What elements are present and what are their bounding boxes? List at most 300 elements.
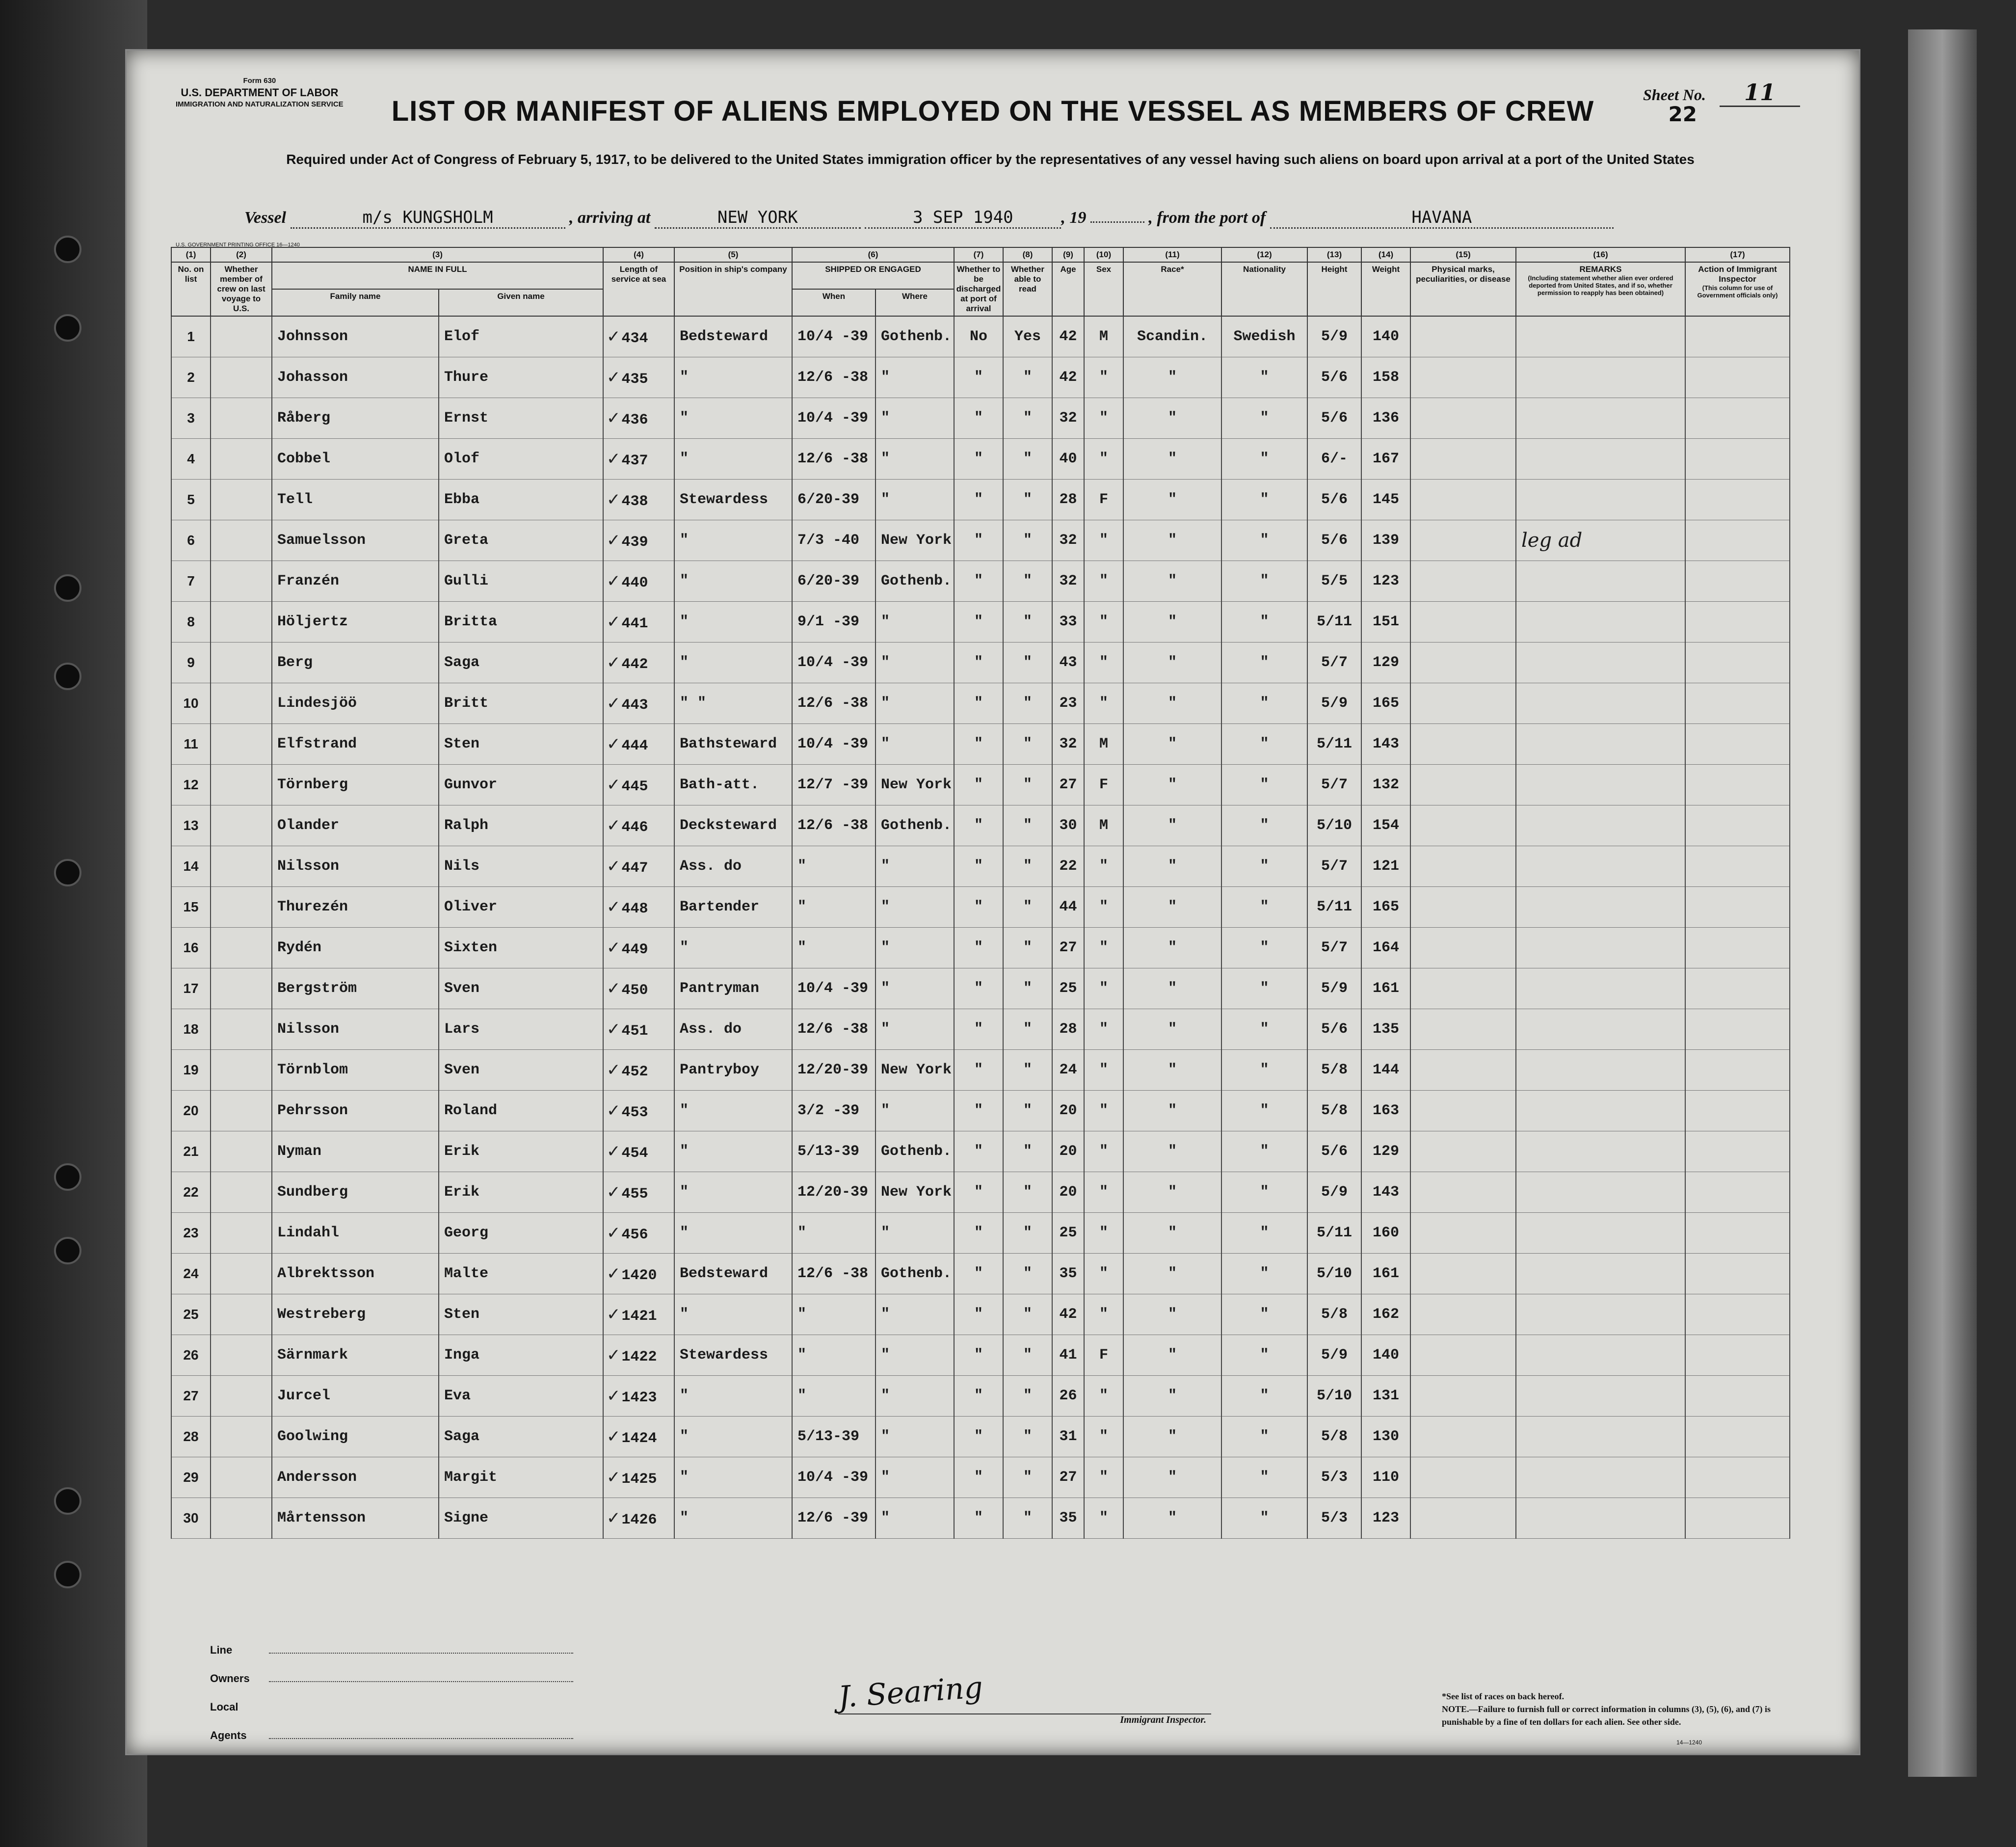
given-value: Roland — [444, 1102, 498, 1119]
cell-last — [211, 602, 272, 642]
cell-weight — [1361, 1131, 1410, 1172]
cell-no — [171, 1050, 211, 1091]
table-row — [171, 1050, 1790, 1091]
table-row — [171, 439, 1790, 480]
no-value: 24 — [183, 1266, 199, 1281]
cell-weight — [1361, 1254, 1410, 1294]
cell-when — [792, 561, 875, 602]
cell-when — [792, 1417, 875, 1457]
cell-age — [1052, 642, 1084, 683]
table-row — [171, 1131, 1790, 1172]
cell-read — [1003, 316, 1052, 357]
cell-race — [1123, 968, 1221, 1009]
race-value: " — [1167, 1428, 1177, 1445]
cell-read — [1003, 642, 1052, 683]
cell-last — [211, 765, 272, 805]
cell-nationality — [1221, 357, 1307, 398]
cell-position — [674, 316, 792, 357]
sheet-label: Sheet No. — [1643, 86, 1706, 104]
family-value: Samuelsson — [277, 532, 366, 549]
cell-race — [1123, 1498, 1221, 1539]
cell-action — [1685, 1213, 1790, 1254]
no-value: 20 — [183, 1103, 199, 1118]
read-value: " — [1023, 899, 1032, 915]
table-row — [171, 1294, 1790, 1335]
cell-service — [603, 520, 674, 561]
cell-action — [1685, 1254, 1790, 1294]
given-value: Saga — [444, 1428, 480, 1445]
weight-value: 140 — [1372, 328, 1399, 345]
family-value: Thurezén — [277, 899, 348, 915]
where-value: " — [881, 695, 890, 712]
height-value: 5/6 — [1321, 491, 1348, 508]
cell-nationality — [1221, 1213, 1307, 1254]
height-value: 5/11 — [1316, 899, 1352, 915]
cell-height — [1307, 724, 1361, 765]
age-value: 44 — [1059, 899, 1077, 915]
given-value: Sven — [444, 1062, 480, 1078]
cell-remarks — [1516, 1172, 1685, 1213]
where-value: " — [881, 980, 890, 997]
when-value: 10/4 -39 — [797, 654, 869, 671]
cell-read — [1003, 1009, 1052, 1050]
cell-last — [211, 1498, 272, 1539]
height-value: 5/3 — [1321, 1469, 1348, 1486]
col-7-num: (7) — [954, 247, 1003, 262]
family-value: Höljertz — [277, 614, 348, 630]
year-label: 19 — [1069, 209, 1087, 227]
no-value: 19 — [183, 1062, 199, 1077]
position-value: Decksteward — [680, 817, 777, 834]
cell-when — [792, 928, 875, 968]
height-value: 6/- — [1321, 451, 1348, 467]
position-value: " " — [680, 695, 707, 712]
cell-marks — [1410, 1254, 1516, 1294]
position-value: " — [680, 532, 689, 549]
cell-where — [875, 1335, 954, 1376]
cell-height — [1307, 1131, 1361, 1172]
cell-service — [603, 805, 674, 846]
cell-race — [1123, 1376, 1221, 1417]
cell-position — [674, 1498, 792, 1539]
when-value: 10/4 -39 — [797, 1469, 869, 1486]
cell-given — [439, 968, 603, 1009]
where-value: " — [881, 1306, 890, 1323]
given-value: Britta — [444, 614, 498, 630]
cell-when — [792, 602, 875, 642]
read-value: " — [1023, 858, 1032, 875]
cell-last — [211, 1131, 272, 1172]
cell-marks — [1410, 1335, 1516, 1376]
cell-where — [875, 480, 954, 520]
cell-race — [1123, 1417, 1221, 1457]
cell-discharged — [954, 1131, 1003, 1172]
crew-rows — [171, 316, 1790, 1539]
cell-marks — [1410, 1417, 1516, 1457]
cell-marks — [1410, 1009, 1516, 1050]
read-value: " — [1023, 1225, 1032, 1241]
cell-no — [171, 1131, 211, 1172]
read-value: " — [1023, 410, 1032, 427]
cell-height — [1307, 602, 1361, 642]
col-8-num: (8) — [1003, 247, 1052, 262]
checkmark-icon: ✓ — [607, 1141, 621, 1161]
read-value: " — [1023, 776, 1032, 793]
cell-weight — [1361, 846, 1410, 887]
cell-age — [1052, 357, 1084, 398]
position-value: " — [680, 1306, 689, 1323]
nationality-value: " — [1260, 1062, 1269, 1078]
when-value: 12/6 -38 — [797, 817, 869, 834]
nationality-value: " — [1260, 980, 1269, 997]
age-value: 27 — [1059, 776, 1077, 793]
punch-hole — [54, 859, 81, 886]
agents-label: Local Agents — [210, 1701, 247, 1741]
cell-sex — [1084, 642, 1123, 683]
race-value: " — [1167, 899, 1177, 915]
family-value: Berg — [277, 654, 313, 671]
cell-nationality — [1221, 1009, 1307, 1050]
cell-weight — [1361, 1213, 1410, 1254]
col-1-num: (1) — [171, 247, 211, 262]
read-value: " — [1023, 573, 1032, 589]
cell-read — [1003, 805, 1052, 846]
weight-value: 151 — [1372, 614, 1399, 630]
given-value: Inga — [444, 1347, 480, 1364]
weight-value: 165 — [1372, 899, 1399, 915]
sex-value: " — [1099, 1388, 1108, 1404]
cell-where — [875, 683, 954, 724]
col-marks-header: Physical marks, peculiarities, or disease — [1410, 262, 1516, 316]
no-value: 3 — [187, 410, 195, 426]
cell-discharged — [954, 561, 1003, 602]
position-value: Ass. do — [680, 1021, 742, 1038]
cell-age — [1052, 805, 1084, 846]
position-value: " — [680, 1388, 689, 1404]
cell-race — [1123, 316, 1221, 357]
cell-service — [603, 887, 674, 928]
cell-height — [1307, 1050, 1361, 1091]
action-title: Action of Immigrant Inspector — [1698, 265, 1777, 284]
where-value: Gothenb. — [881, 328, 952, 345]
cell-height — [1307, 520, 1361, 561]
col-6-num: (6) — [792, 247, 954, 262]
cell-position — [674, 1335, 792, 1376]
cell-discharged — [954, 480, 1003, 520]
family-value: Jurcel — [277, 1388, 331, 1404]
cell-sex — [1084, 887, 1123, 928]
cell-service — [603, 480, 674, 520]
age-value: 22 — [1059, 858, 1077, 875]
race-value: Scandin. — [1137, 328, 1208, 345]
cell-read — [1003, 1091, 1052, 1131]
height-value: 5/9 — [1321, 695, 1348, 712]
cell-service — [603, 357, 674, 398]
family-value: Mårtensson — [277, 1510, 366, 1526]
position-value: " — [680, 451, 689, 467]
cell-race — [1123, 846, 1221, 887]
table-row — [171, 642, 1790, 683]
when-value: " — [797, 939, 807, 956]
arrival-date: 3 SEP 1940 — [865, 208, 1061, 229]
table-row — [171, 846, 1790, 887]
cell-discharged — [954, 1457, 1003, 1498]
where-value: " — [881, 1510, 890, 1526]
cell-when — [792, 1091, 875, 1131]
races-note: *See list of races on back hereof. — [1442, 1691, 1565, 1701]
cell-nationality — [1221, 724, 1307, 765]
position-value: Stewardess — [680, 1347, 769, 1364]
col-2-num: (2) — [211, 247, 272, 262]
cell-age — [1052, 1376, 1084, 1417]
cell-remarks — [1516, 1294, 1685, 1335]
cell-height — [1307, 357, 1361, 398]
position-value: " — [680, 1510, 689, 1526]
where-value: " — [881, 1428, 890, 1445]
cell-service — [603, 928, 674, 968]
when-value: 12/6 -38 — [797, 695, 869, 712]
cell-service — [603, 1335, 674, 1376]
when-value: " — [797, 899, 807, 915]
cell-discharged — [954, 968, 1003, 1009]
page-title: LIST OR MANIFEST OF ALIENS EMPLOYED ON THE VESSEL AS MEMBERS OF CREW — [391, 95, 1594, 127]
inspector-signature-block — [837, 1670, 1231, 1726]
cell-given — [439, 561, 603, 602]
family-value: Råberg — [277, 410, 331, 427]
form-code: 14—1240 — [1676, 1739, 1702, 1746]
service-value: 438 — [621, 493, 648, 510]
cell-when — [792, 1294, 875, 1335]
cell-sex — [1084, 1050, 1123, 1091]
cell-last — [211, 1376, 272, 1417]
cell-when — [792, 765, 875, 805]
cell-no — [171, 357, 211, 398]
cell-family — [272, 683, 439, 724]
given-value: Gunvor — [444, 776, 498, 793]
discharged-value: " — [974, 1021, 983, 1038]
cell-no — [171, 1172, 211, 1213]
cell-family — [272, 724, 439, 765]
service-value: 450 — [621, 982, 648, 999]
cell-given — [439, 398, 603, 439]
age-value: 24 — [1059, 1062, 1077, 1078]
cell-where — [875, 1498, 954, 1539]
age-value: 42 — [1059, 328, 1077, 345]
cell-remarks — [1516, 561, 1685, 602]
no-value: 10 — [183, 696, 199, 711]
sex-value: F — [1099, 491, 1108, 508]
cell-age — [1052, 765, 1084, 805]
cell-where — [875, 316, 954, 357]
cell-race — [1123, 1254, 1221, 1294]
discharged-value: " — [974, 899, 983, 915]
cell-height — [1307, 1335, 1361, 1376]
cell-weight — [1361, 1498, 1410, 1539]
race-value: " — [1167, 1347, 1177, 1364]
discharged-value: " — [974, 817, 983, 834]
where-value: " — [881, 736, 890, 752]
cell-when — [792, 1213, 875, 1254]
cell-given — [439, 1172, 603, 1213]
checkmark-icon: ✓ — [607, 978, 621, 998]
discharged-value: " — [974, 573, 983, 589]
cell-last — [211, 1172, 272, 1213]
weight-value: 129 — [1372, 1143, 1399, 1160]
cell-age — [1052, 520, 1084, 561]
remarks-title: REMARKS — [1579, 265, 1622, 274]
vessel-line: Vessel m/s KUNGSHOLM , arriving at NEW YORK 3 SEP 1940 , 19 , from the port of HAVANA — [244, 208, 1614, 229]
weight-value: 154 — [1372, 817, 1399, 834]
nationality-value: " — [1260, 614, 1269, 630]
cell-service — [603, 439, 674, 480]
cell-position — [674, 642, 792, 683]
cell-weight — [1361, 1335, 1410, 1376]
cell-nationality — [1221, 846, 1307, 887]
cell-when — [792, 968, 875, 1009]
cell-family — [272, 1376, 439, 1417]
discharged-value: " — [974, 776, 983, 793]
no-value: 16 — [183, 940, 199, 955]
cell-service — [603, 1498, 674, 1539]
cell-race — [1123, 887, 1221, 928]
race-value: " — [1167, 736, 1177, 752]
read-value: " — [1023, 532, 1032, 549]
cell-height — [1307, 1376, 1361, 1417]
cell-nationality — [1221, 480, 1307, 520]
cell-weight — [1361, 805, 1410, 846]
height-value: 5/9 — [1321, 328, 1348, 345]
line-field — [269, 1653, 573, 1654]
discharged-value: " — [974, 410, 983, 427]
service-value: 453 — [621, 1104, 648, 1121]
cell-height — [1307, 1009, 1361, 1050]
discharged-value: " — [974, 939, 983, 956]
cell-height — [1307, 887, 1361, 928]
cell-height — [1307, 1091, 1361, 1131]
cell-when — [792, 1335, 875, 1376]
cell-family — [272, 642, 439, 683]
race-value: " — [1167, 1021, 1177, 1038]
cell-given — [439, 1131, 603, 1172]
service-value: 1421 — [621, 1308, 657, 1325]
given-value: Margit — [444, 1469, 498, 1486]
cell-where — [875, 1254, 954, 1294]
cell-height — [1307, 968, 1361, 1009]
cell-read — [1003, 683, 1052, 724]
cell-discharged — [954, 1376, 1003, 1417]
when-value: " — [797, 1347, 807, 1364]
checkmark-icon: ✓ — [607, 815, 621, 835]
family-value: Franzén — [277, 573, 340, 589]
cell-sex — [1084, 1131, 1123, 1172]
cell-remarks — [1516, 520, 1685, 561]
sex-value: " — [1099, 899, 1108, 915]
cell-family — [272, 602, 439, 642]
checkmark-icon: ✓ — [607, 408, 621, 428]
height-value: 5/10 — [1316, 1265, 1352, 1282]
cell-position — [674, 480, 792, 520]
cell-read — [1003, 398, 1052, 439]
table-row — [171, 765, 1790, 805]
cell-no — [171, 602, 211, 642]
cell-marks — [1410, 357, 1516, 398]
race-value: " — [1167, 654, 1177, 671]
when-value: " — [797, 1306, 807, 1323]
cell-no — [171, 642, 211, 683]
where-value: " — [881, 1388, 890, 1404]
discharged-value: " — [974, 695, 983, 712]
cell-where — [875, 968, 954, 1009]
table-row — [171, 805, 1790, 846]
given-value: Lars — [444, 1021, 480, 1038]
cell-family — [272, 520, 439, 561]
table-row — [171, 316, 1790, 357]
sex-value: " — [1099, 573, 1108, 589]
given-value: Sten — [444, 1306, 480, 1323]
cell-remarks — [1516, 928, 1685, 968]
where-value: " — [881, 1347, 890, 1364]
checkmark-icon: ✓ — [607, 1426, 621, 1446]
cell-nationality — [1221, 1417, 1307, 1457]
family-value: Sundberg — [277, 1184, 348, 1201]
when-value: 10/4 -39 — [797, 410, 869, 427]
cell-sex — [1084, 1009, 1123, 1050]
position-value: " — [680, 573, 689, 589]
sex-value: " — [1099, 1184, 1108, 1201]
nationality-value: " — [1260, 1428, 1269, 1445]
cell-service — [603, 1417, 674, 1457]
cell-when — [792, 439, 875, 480]
cell-service — [603, 1294, 674, 1335]
col-position-header: Position in ship's company — [674, 262, 792, 316]
cell-discharged — [954, 846, 1003, 887]
col-3-num: (3) — [272, 247, 603, 262]
cell-nationality — [1221, 1091, 1307, 1131]
checkmark-icon: ✓ — [607, 1263, 621, 1284]
cell-sex — [1084, 1213, 1123, 1254]
race-value: " — [1167, 369, 1177, 386]
cell-race — [1123, 1294, 1221, 1335]
cell-where — [875, 1050, 954, 1091]
where-value: Gothenb. — [881, 1143, 952, 1160]
height-value: 5/10 — [1316, 1388, 1352, 1404]
col-weight-header: Weight — [1361, 262, 1410, 316]
family-value: Törnblom — [277, 1062, 348, 1078]
weight-value: 130 — [1372, 1428, 1399, 1445]
cell-age — [1052, 439, 1084, 480]
col-sex-header: Sex — [1084, 262, 1123, 316]
cell-remarks — [1516, 1376, 1685, 1417]
cell-weight — [1361, 1294, 1410, 1335]
col-16-num: (16) — [1516, 247, 1685, 262]
cell-action — [1685, 1457, 1790, 1498]
height-value: 5/8 — [1321, 1102, 1348, 1119]
penalty-note: NOTE.—Failure to furnish full or correct information in columns (3), (5), (6), and (7) is punishable by a fine of ten dollars for each alien. See other side. — [1442, 1704, 1771, 1727]
cell-age — [1052, 846, 1084, 887]
age-value: 35 — [1059, 1510, 1077, 1526]
cell-no — [171, 1009, 211, 1050]
cell-where — [875, 1131, 954, 1172]
cell-read — [1003, 724, 1052, 765]
cell-position — [674, 805, 792, 846]
service-value: 454 — [621, 1145, 648, 1162]
family-value: Elfstrand — [277, 736, 357, 752]
cell-given — [439, 805, 603, 846]
read-value: " — [1023, 1265, 1032, 1282]
given-value: Saga — [444, 654, 480, 671]
cell-read — [1003, 1050, 1052, 1091]
cell-weight — [1361, 724, 1410, 765]
